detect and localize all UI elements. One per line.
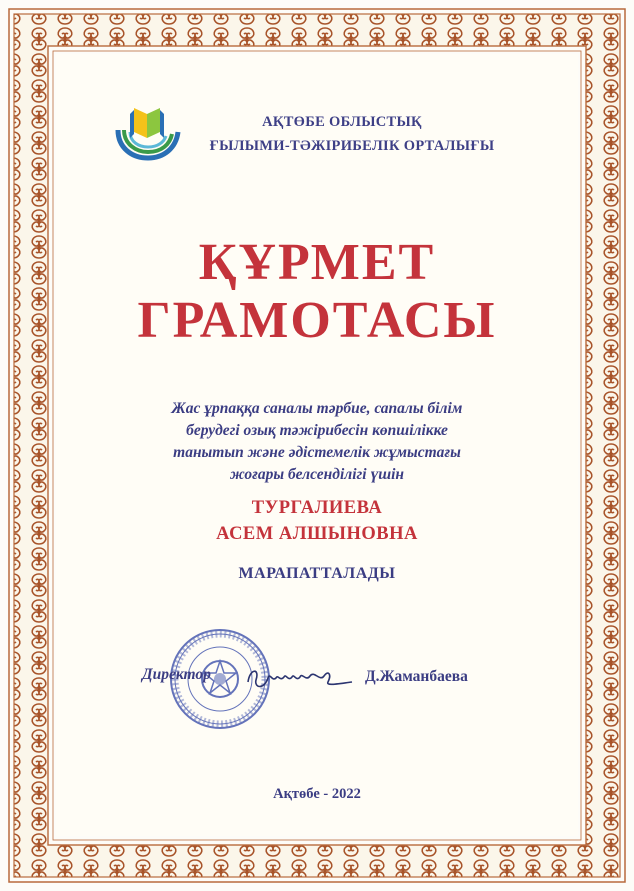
place-and-year: Ақтөбе - 2022 [273,786,361,802]
signatory-role: Директор [142,666,211,683]
organization-name-line1: АҚТӨБЕ ОБЛЫСТЫҚ [262,114,422,130]
organization-name-line2: ҒЫЛЫМИ-ТӘЖІРИБЕЛІК ОРТАЛЫҒЫ [209,138,495,154]
certificate-title-line2: ГРАМОТАСЫ [137,292,497,349]
citation-line-3: танытып және әдістемелік жұмыстағы [173,444,461,461]
handwritten-signature [236,660,356,700]
citation-line-4: жоғары белсенділігі үшін [229,466,405,483]
certificate-title-line1: ҚҰРМЕТ [198,234,436,291]
recipient-surname: ТУРГАЛИЕВА [251,498,383,518]
citation-line-1: Жас ұрпаққа саналы тәрбие, сапалы білім [171,400,463,417]
recipient-given-names: АСЕМ АЛШЫНОВНА [216,524,418,544]
signatory-name: Д.Жаманбаева [365,668,468,685]
citation-line-2: берудегі озық тәжірибесін көпшілікке [186,422,448,439]
award-verb: МАРАПАТТАЛАДЫ [238,565,396,582]
